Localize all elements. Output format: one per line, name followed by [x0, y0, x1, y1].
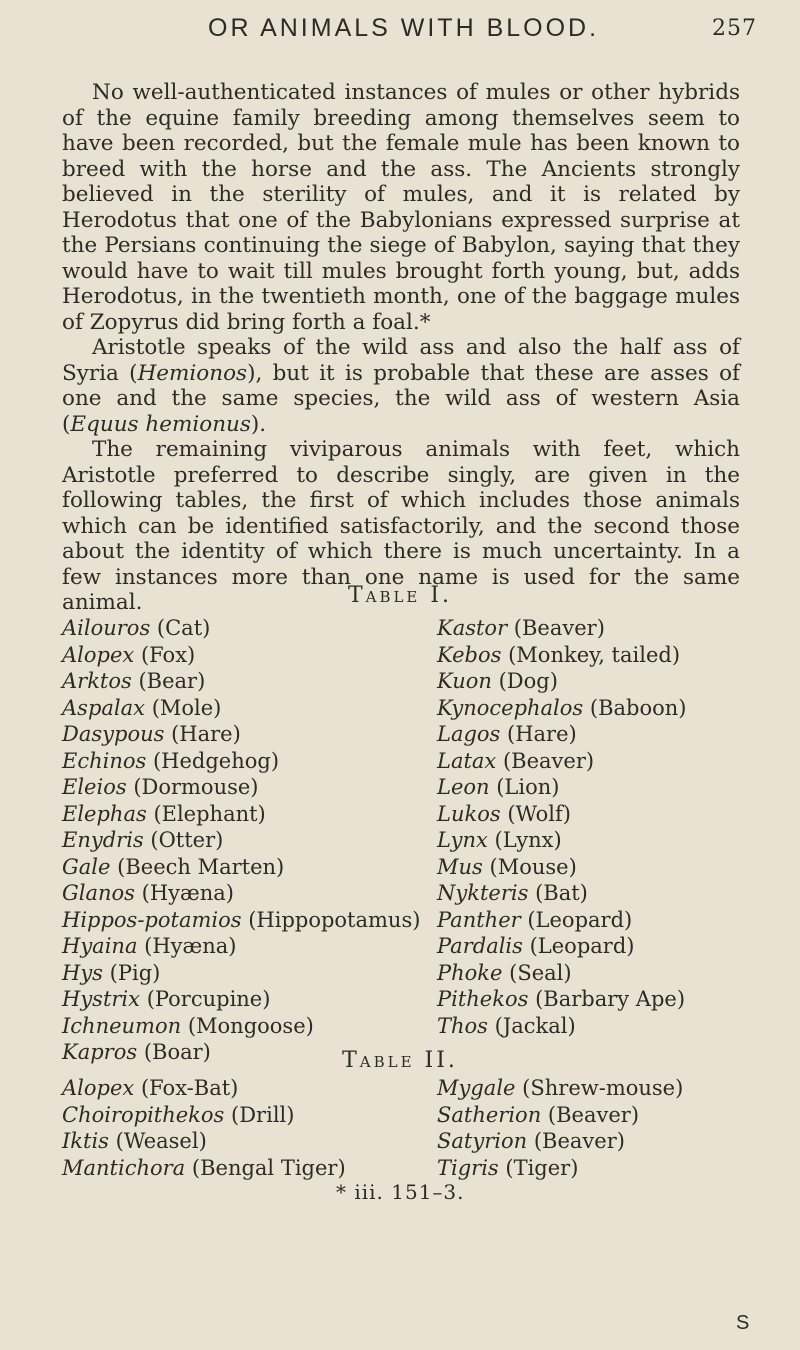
animal-entry	[62, 827, 420, 854]
common-name: (Beaver)	[502, 748, 595, 773]
text-run: ).	[250, 411, 267, 437]
common-name: (Shrew-mouse)	[522, 1076, 684, 1100]
text-run: Aristotle speaks of the wild ass and also the half ass of Syria (	[62, 335, 740, 386]
animal-entry	[437, 721, 686, 748]
table-1-right-column	[437, 615, 686, 1039]
common-name: (Lynx)	[494, 828, 562, 852]
page-number: 257	[712, 16, 757, 41]
animal-entry	[437, 642, 686, 669]
common-name: (Hedgehog)	[152, 748, 280, 773]
common-name: (Leopard)	[527, 907, 633, 932]
common-name: (Hippopotamus)	[248, 907, 421, 932]
greek-name: Satherion	[437, 1102, 542, 1127]
greek-name: Kuon	[437, 669, 492, 693]
animal-entry	[437, 827, 686, 854]
animal-entry	[62, 774, 420, 801]
italic-term: Equus hemionus	[70, 411, 251, 437]
greek-name: Choiropithekos	[62, 1102, 225, 1127]
body-text	[62, 80, 740, 616]
common-name: (Bengal Tiger)	[191, 1155, 346, 1180]
animal-entry	[62, 1013, 420, 1040]
animal-entry	[437, 986, 686, 1013]
greek-name: Dasypous	[62, 722, 165, 746]
text-run: ), but it is probable that these are asses of one and the same species, the wild ass of western Asia (	[62, 360, 740, 437]
animal-entry	[62, 668, 420, 695]
greek-name: Nykteris	[437, 881, 529, 905]
greek-name: Leon	[437, 775, 490, 799]
greek-name: Ailouros	[62, 616, 151, 640]
common-name: (Beaver)	[547, 1102, 640, 1127]
common-name: (Drill)	[231, 1102, 295, 1127]
greek-name: Pardalis	[437, 934, 523, 958]
greek-name: Mus	[437, 854, 483, 879]
animal-entry	[62, 933, 420, 960]
common-name: (Cat)	[156, 616, 211, 640]
greek-name: Elephas	[62, 801, 147, 826]
greek-name: Ichneumon	[62, 1013, 182, 1038]
common-name: (Otter)	[150, 828, 224, 852]
animal-entry	[62, 801, 420, 828]
common-name: (Beaver)	[513, 616, 605, 640]
common-name: (Barbary Ape)	[535, 987, 686, 1011]
greek-name: Gale	[62, 854, 111, 879]
greek-name: Iktis	[62, 1129, 109, 1153]
greek-name: Eleios	[62, 775, 127, 799]
animal-entry	[437, 748, 686, 775]
animal-entry	[437, 960, 686, 987]
common-name: (Beech Marten)	[117, 854, 285, 879]
common-name: (Beaver)	[533, 1129, 625, 1153]
common-name: (Wolf)	[507, 801, 571, 826]
common-name: (Hyæna)	[144, 934, 237, 958]
greek-name: Hyaina	[62, 934, 138, 958]
common-name: (Bat)	[535, 881, 588, 905]
common-name: (Mole)	[151, 695, 222, 720]
animal-entry	[62, 960, 420, 987]
paragraph	[62, 335, 740, 437]
running-head: OR ANIMALS WITH BLOOD.	[208, 14, 600, 42]
common-name: (Hare)	[171, 722, 241, 746]
animal-entry	[437, 668, 686, 695]
greek-name: Arktos	[62, 669, 132, 693]
animal-entry	[437, 907, 686, 934]
animal-entry	[437, 1102, 683, 1129]
animal-entry	[437, 933, 686, 960]
common-name: (Dog)	[498, 669, 558, 693]
table-2-title: Table II.	[342, 1048, 458, 1073]
greek-name: Alopex	[62, 642, 135, 667]
common-name: (Fox-Bat)	[140, 1076, 239, 1100]
animal-entry	[62, 695, 420, 722]
animal-entry	[437, 880, 686, 907]
animal-entry	[62, 1128, 346, 1155]
table-1-title: Table I.	[347, 583, 453, 608]
common-name: (Elephant)	[153, 801, 266, 826]
animal-entry	[62, 748, 420, 775]
table-2-right-column	[437, 1075, 683, 1181]
greek-name: Kebos	[437, 642, 502, 667]
greek-name: Mantichora	[62, 1155, 186, 1180]
footnote: * iii. 151–3.	[336, 1180, 465, 1204]
greek-name: Hippos-potamios	[62, 907, 242, 932]
common-name: (Dormouse)	[133, 775, 259, 799]
animal-entry	[437, 615, 686, 642]
common-name: (Baboon)	[589, 695, 687, 720]
animal-entry	[62, 642, 420, 669]
common-name: (Bear)	[138, 669, 206, 693]
greek-name: Kapros	[62, 1040, 138, 1064]
animal-entry	[437, 801, 686, 828]
animal-entry	[62, 880, 420, 907]
animal-entry	[437, 1013, 686, 1040]
animal-entry	[437, 774, 686, 801]
animal-entry	[62, 615, 420, 642]
greek-name: Lukos	[437, 801, 501, 826]
animal-entry	[62, 854, 420, 881]
greek-name: Panther	[437, 907, 521, 932]
animal-entry	[62, 721, 420, 748]
table-1-left-column	[62, 615, 420, 1066]
text-run: No well-authenticated instances of mules or other hybrids of the equine family breeding among themselves seem to have been recorded, but the female mule has been known to breed with the horse and the ass. The Ancients strongly believed in the sterility of mules, and it is related by Herodotus that one of the Babylonians expressed surprise at the Persians continuing the siege of Babylon, saying that they would have to wait till mules brought forth young, but, adds Herodotus, in the twentieth month, one of the baggage mules of Zopyrus did bring forth a foal.*	[62, 80, 740, 335]
common-name: (Pig)	[109, 960, 161, 985]
paragraph	[62, 80, 740, 335]
italic-term: Hemionos	[137, 360, 248, 386]
common-name: (Tiger)	[505, 1155, 579, 1180]
common-name: (Hyæna)	[141, 881, 235, 905]
common-name: (Lion)	[496, 775, 560, 799]
animal-entry	[62, 907, 420, 934]
greek-name: Tigris	[437, 1155, 499, 1180]
greek-name: Aspalax	[62, 695, 145, 720]
common-name: (Fox)	[140, 642, 196, 667]
animal-entry	[437, 1075, 683, 1102]
animal-entry	[62, 1102, 346, 1129]
greek-name: Glanos	[62, 881, 135, 905]
animal-entry	[62, 986, 420, 1013]
common-name: (Porcupine)	[146, 987, 271, 1011]
greek-name: Lynx	[437, 828, 488, 852]
common-name: (Boar)	[143, 1040, 211, 1064]
animal-entry	[437, 1128, 683, 1155]
common-name: (Weasel)	[115, 1129, 207, 1153]
common-name: (Jackal)	[494, 1013, 576, 1038]
greek-name: Alopex	[62, 1076, 135, 1100]
greek-name: Thos	[437, 1013, 488, 1038]
greek-name: Hys	[62, 960, 103, 985]
greek-name: Hystrix	[62, 987, 140, 1011]
greek-name: Mygale	[437, 1076, 516, 1100]
table-2-left-column	[62, 1075, 346, 1181]
greek-name: Latax	[437, 748, 497, 773]
greek-name: Kynocephalos	[437, 695, 584, 720]
animal-entry	[437, 1155, 683, 1182]
common-name: (Mongoose)	[187, 1013, 314, 1038]
page-header	[0, 8, 800, 58]
signature-mark: S	[736, 1312, 750, 1334]
common-name: (Monkey, tailed)	[508, 642, 681, 667]
text-run: The remaining viviparous animals with feet, which Aristotle preferred to describe singly, are given in the following tables, the first of which includes those animals which can be identified satisfactorily, and the second those about the identity of which there is much uncertainty. In a few instances more than one name is used for the same animal.	[62, 437, 740, 615]
greek-name: Phoke	[437, 960, 503, 985]
greek-name: Lagos	[437, 722, 501, 746]
greek-name: Kastor	[437, 616, 508, 640]
animal-entry	[62, 1155, 346, 1182]
greek-name: Satyrion	[437, 1129, 528, 1153]
animal-entry	[437, 854, 686, 881]
animal-entry	[62, 1075, 346, 1102]
greek-name: Pithekos	[437, 987, 529, 1011]
common-name: (Seal)	[509, 960, 572, 985]
common-name: (Leopard)	[529, 934, 635, 958]
animal-entry	[437, 695, 686, 722]
common-name: (Hare)	[507, 722, 577, 746]
common-name: (Mouse)	[489, 854, 577, 879]
greek-name: Enydris	[62, 828, 144, 852]
greek-name: Echinos	[62, 748, 147, 773]
